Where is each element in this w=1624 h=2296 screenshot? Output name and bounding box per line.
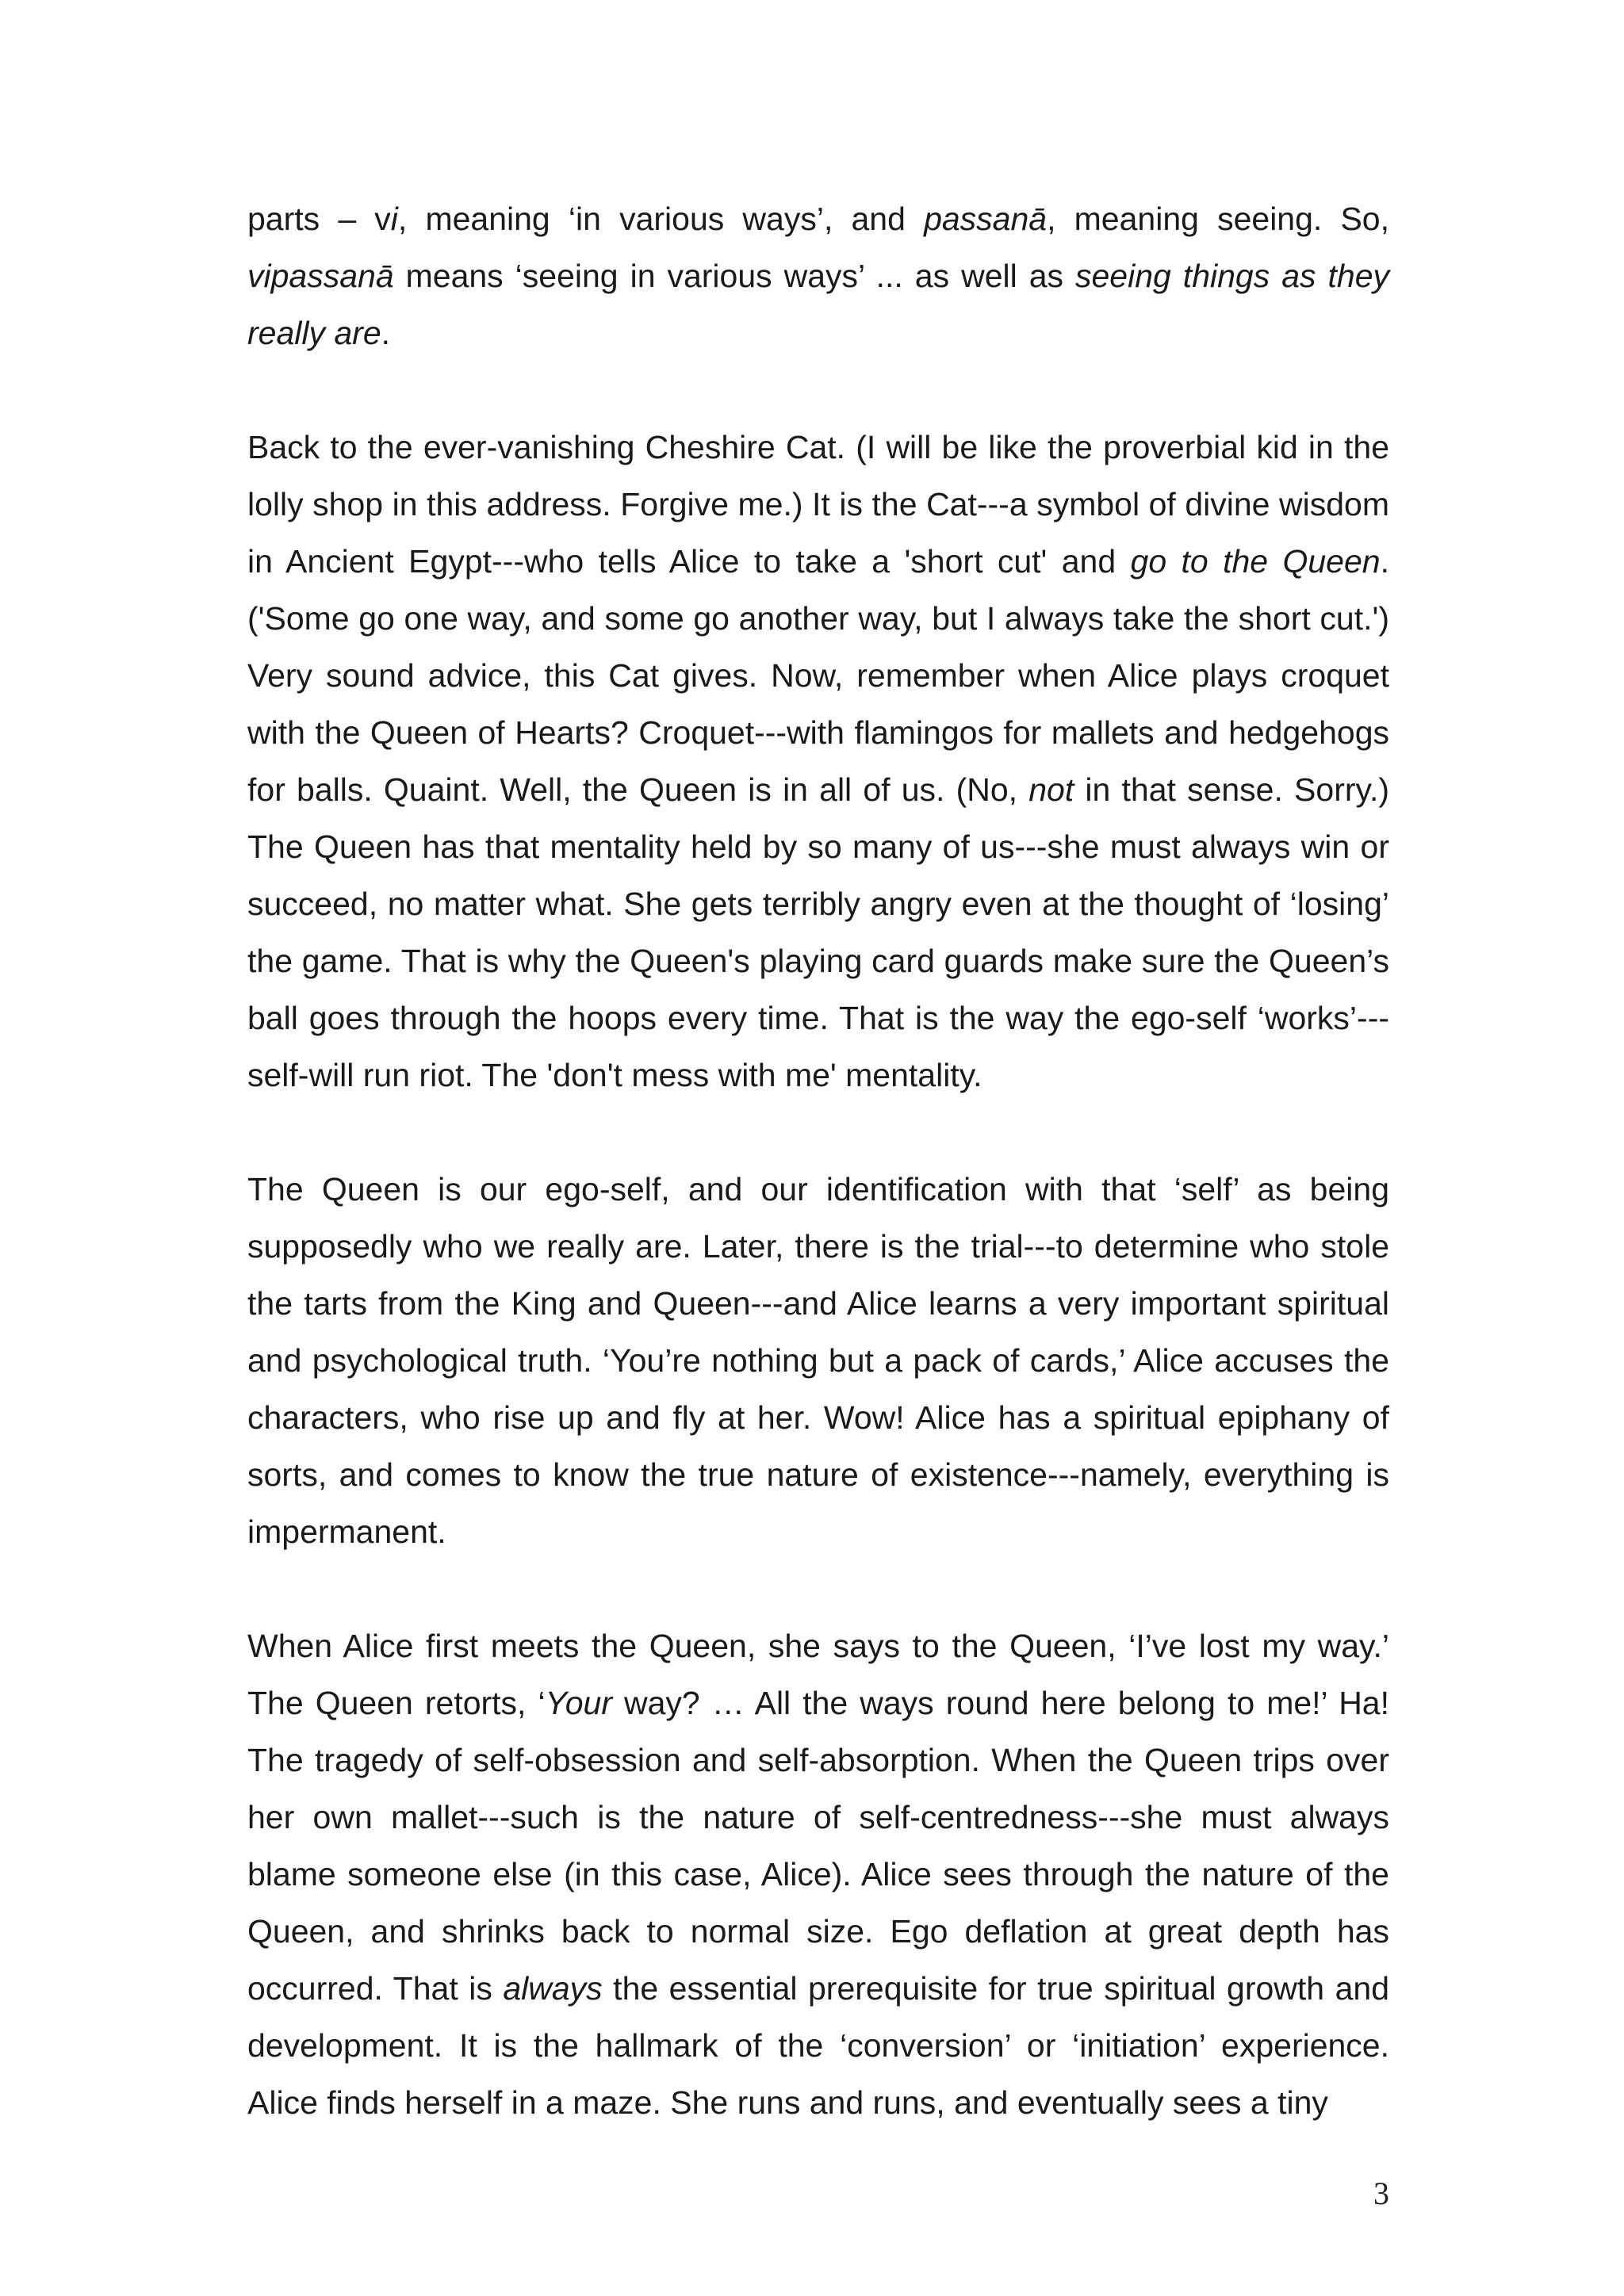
italic-text-run: seeing things as they really are <box>247 258 1389 351</box>
paragraph-queen-ego-self <box>247 1161 1389 1560</box>
text-run: parts – v <box>247 201 391 237</box>
italic-text-run: vipassanā <box>247 258 394 294</box>
italic-text-run: passanā <box>924 201 1048 237</box>
italic-text-run: go to the Queen <box>1130 543 1381 580</box>
text-run: Back to the ever-vanishing Cheshire Cat. (I will be like the proverbial kid in the lolly shop in this address. Forgive me.) It is the Cat---a symbol of divine wisdom in Ancient Egypt---who tells Alice to take a 'short cut' and <box>247 429 1389 580</box>
text-run: The Queen is our ego-self, and our identification with that ‘self’ as being supposedly who we really are. Later, there is the trial---to determine who stole the tarts from the King and Queen---and Alice learns a very important spiritual and psychological truth. ‘You’re nothing but a pack of cards,’ Alice accuses the characters, who rise up and fly at her. Wow! Alice has a spiritual epiphany of sorts, and comes to know the true nature of existence---namely, everything is impermanent. <box>247 1171 1389 1550</box>
body-text <box>247 190 1389 2131</box>
text-run: , meaning ‘in various ways’, and <box>397 201 925 237</box>
italic-text-run: always <box>503 1970 603 2007</box>
text-run: . <box>381 315 391 351</box>
text-run: , meaning seeing. So, <box>1047 201 1390 237</box>
paragraph-vipassana <box>247 190 1389 362</box>
italic-text-run: not <box>1028 771 1074 808</box>
italic-text-run: Your <box>545 1685 612 1721</box>
text-run: the essential prerequisite for true spiritual growth and development. It is the hallmark of the ‘conversion’ or ‘initiation’ experience. Alice finds herself in a maze. She runs and runs, and eventually sees a tiny <box>247 1970 1389 2121</box>
paragraph-lost-my-way <box>247 1617 1389 2131</box>
text-run: . ('Some go one way, and some go another way, but I always take the short cut.') Very sound advice, this Cat gives. Now, remember when Alice plays croquet with the Queen of Hearts? Croquet---with flamingos for mallets and hedgehogs for balls. Quaint. Well, the Queen is in all of us. (No, <box>247 543 1389 808</box>
text-run: in that sense. Sorry.) The Queen has that mentality held by so many of us---she must always win or succeed, no matter what. She gets terribly angry even at the thought of ‘losing’ the game. That is why the Queen's playing card guards make sure the Queen’s ball goes through the hoops every time. That is the way the ego-self ‘works’---self-will run riot. The 'don't mess with me' mentality. <box>247 771 1389 1093</box>
paragraph-cheshire-cat <box>247 419 1389 1104</box>
page-number: 3 <box>1373 2175 1389 2211</box>
text-run: means ‘seeing in various ways’ ... as well as <box>393 258 1075 294</box>
italic-text-run: i <box>390 201 398 237</box>
text-run: When Alice first meets the Queen, she says to the Queen, ‘I’ve lost my way.’ The Queen retorts, ‘ <box>247 1628 1389 1721</box>
text-run: way? … All the ways round here belong to me!’ Ha! The tragedy of self-obsession and self-absorption. When the Queen trips over her own mallet---such is the nature of self-centredness---she must always blame someone else (in this case, Alice). Alice sees through the nature of the Queen, and shrinks back to normal size. Ego deflation at great depth has occurred. That is <box>247 1685 1389 2007</box>
